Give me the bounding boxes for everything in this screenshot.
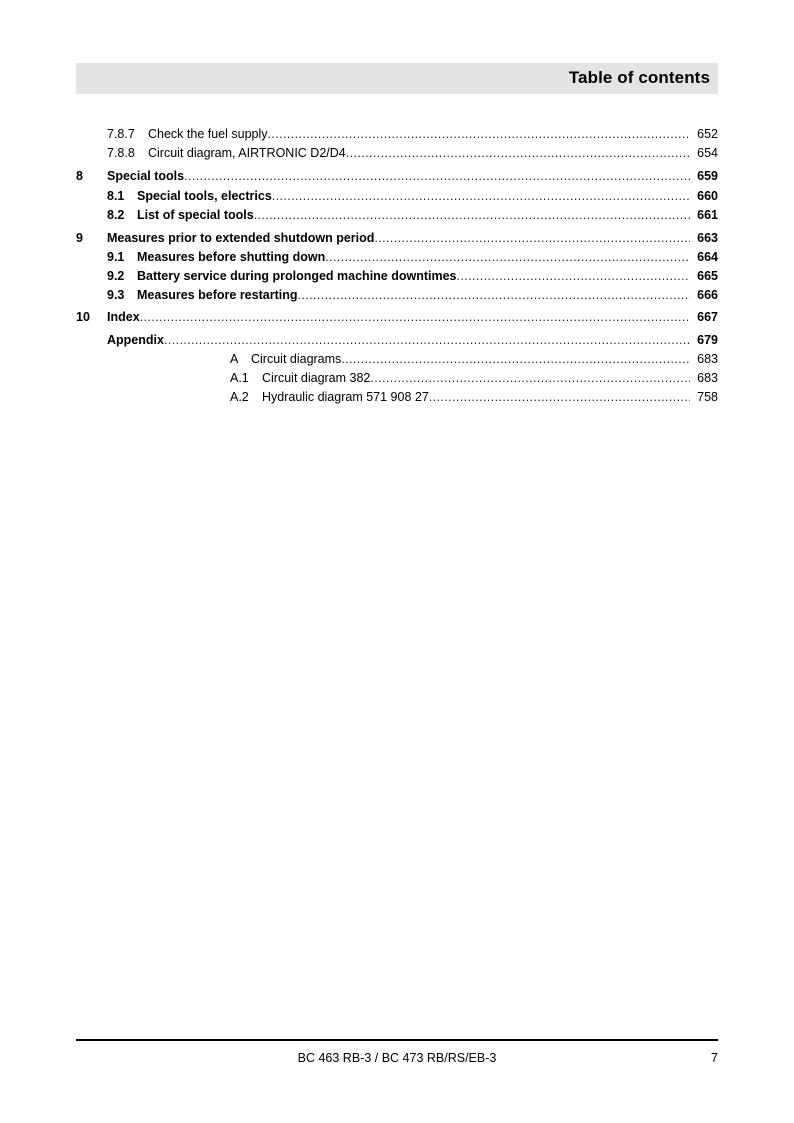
toc-entry-title: Special tools, electrics [137,189,272,203]
toc-entry[interactable] [76,389,718,406]
header-band [76,63,718,94]
toc-entry-number: 9.2 [107,269,125,283]
leader-dots [341,351,690,368]
toc-entry-title: Circuit diagrams [251,352,342,366]
toc-entry-page: 661 [697,208,718,222]
toc-entry-number: 9.1 [107,250,125,264]
toc-entry[interactable] [76,168,718,185]
toc-entry[interactable] [76,249,718,266]
toc-entry-number: A [230,352,239,366]
toc-entry-page: 664 [697,250,718,264]
leader-dots [184,168,690,185]
toc-entry-page: 666 [697,288,718,302]
toc-entry-title: Measures before restarting [137,288,298,302]
toc-entry-page: 652 [697,127,718,141]
toc-entry-number: A.1 [230,371,249,385]
toc-entry[interactable] [76,145,718,162]
leader-dots [268,126,690,143]
leader-dots [370,370,690,387]
leader-dots [140,309,690,326]
toc-entry-title: Appendix [107,333,164,347]
toc-entry-number: 8.2 [107,208,125,222]
toc-entry-page: 758 [697,390,718,404]
footer-document-id: BC 463 RB-3 / BC 473 RB/RS/EB-3 [297,1051,497,1065]
toc-entry-number: 7.8.8 [107,146,135,160]
toc-entry-number: 8 [76,169,83,183]
leader-dots [374,230,690,247]
toc-entry-title: Index [107,310,140,324]
toc-entry-title: List of special tools [137,208,254,222]
leader-dots [346,145,690,162]
page-title: Table of contents [568,68,710,87]
toc-entry[interactable] [76,309,718,326]
toc-entry-title: Check the fuel supply [148,127,268,141]
toc-entry-title: Special tools [107,169,185,183]
toc-entry-title: Circuit diagram, AIRTRONIC D2/D4 [148,146,346,160]
toc-entry-number: 10 [76,310,90,324]
toc-entry[interactable] [76,268,718,285]
leader-dots [457,268,690,285]
toc-entry-number: A.2 [230,390,249,404]
toc-entry-title: Measures prior to extended shutdown period [107,231,375,245]
toc-entry-page: 667 [697,310,718,324]
toc-entry-number: 8.1 [107,189,125,203]
footer-divider [76,1039,718,1041]
toc-entry-title: Battery service during prolonged machine downtimes [137,269,457,283]
toc-entry-title: Hydraulic diagram 571 908 27 [262,390,429,404]
toc-entry[interactable] [76,207,718,224]
leader-dots [254,207,690,224]
toc-entry[interactable] [76,230,718,247]
toc-entry-page: 659 [697,169,718,183]
leader-dots [325,249,690,266]
toc-entry-number: 9 [76,231,83,245]
leader-dots [429,389,690,406]
toc-entry-page: 663 [697,231,718,245]
toc-entry-page: 683 [697,371,718,385]
toc-entry-page: 679 [697,333,718,347]
toc-entry[interactable] [76,332,718,349]
toc-entry-number: 7.8.7 [107,127,135,141]
toc-entry-page: 665 [697,269,718,283]
toc-entry[interactable] [76,370,718,387]
toc-entry-number: 9.3 [107,288,125,302]
footer-page-number: 7 [711,1051,718,1065]
toc-entry[interactable] [76,126,718,143]
toc-entry-title: Measures before shutting down [137,250,326,264]
toc-entry-page: 654 [697,146,718,160]
toc-entry[interactable] [76,287,718,304]
toc-entry[interactable] [76,351,718,368]
leader-dots [297,287,690,304]
toc-entry-page: 683 [697,352,718,366]
toc-entry[interactable] [76,188,718,205]
leader-dots [164,332,690,349]
leader-dots [272,188,690,205]
toc-entry-title: Circuit diagram 382 [262,371,371,385]
toc-entry-page: 660 [697,189,718,203]
